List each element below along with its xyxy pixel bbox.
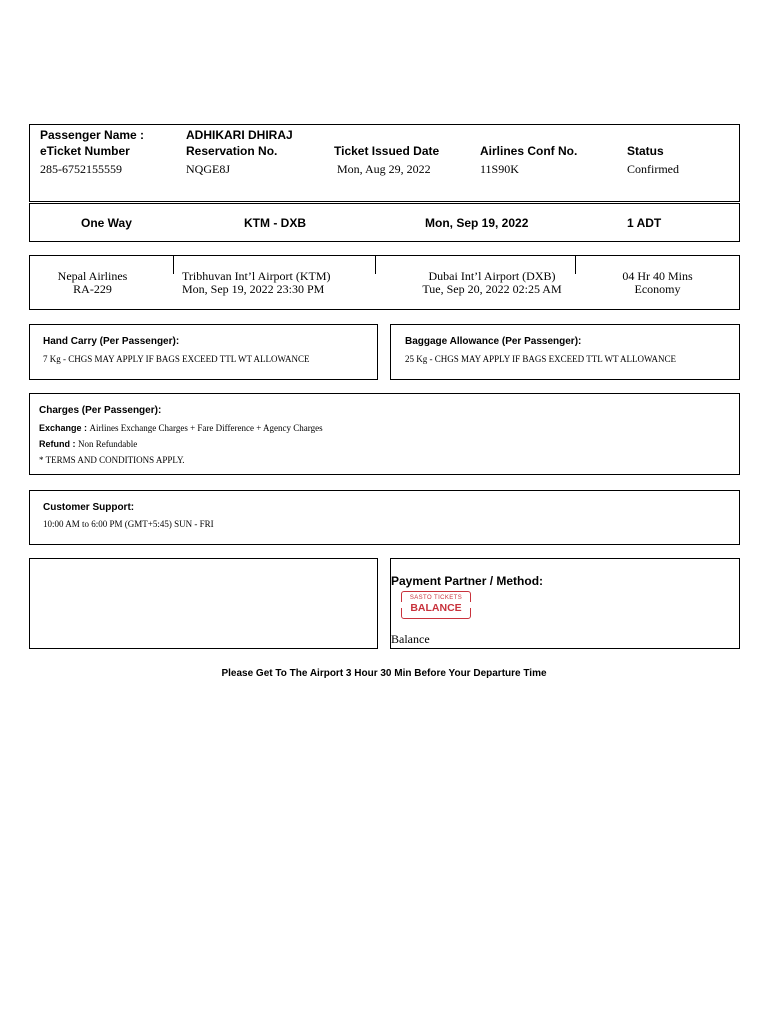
arrival-airport: Dubai Int’l Airport (DXB)	[428, 269, 556, 283]
passenger-info-box	[29, 124, 740, 202]
trip-summary-box	[29, 203, 740, 242]
reservation-label: Reservation No.	[186, 144, 278, 158]
reservation-value: NQGE8J	[186, 162, 230, 176]
cabin-class: Economy	[634, 282, 681, 296]
support-hours: 10:00 AM to 6:00 PM (GMT+5:45) SUN - FRI	[43, 519, 214, 529]
exchange-value: Airlines Exchange Charges + Fare Difference + Agency Charges	[89, 423, 323, 433]
charges-title: Charges (Per Passenger):	[39, 405, 162, 416]
logo-notch-left	[400, 602, 404, 608]
exchange-label: Exchange :	[39, 423, 88, 433]
airline-conf-label: Airlines Conf No.	[480, 144, 578, 158]
flight-airline-cell	[30, 270, 155, 296]
passenger-name-label: Passenger Name :	[40, 128, 145, 142]
logo-line2: BALANCE	[410, 602, 462, 614]
baggage-text: 25 Kg - CHGS MAY APPLY IF BAGS EXCEED TTL WT ALLOWANCE	[405, 354, 677, 364]
refund-value: Non Refundable	[78, 439, 138, 449]
issued-date-value: Mon, Aug 29, 2022	[337, 162, 431, 176]
support-title: Customer Support:	[43, 502, 135, 513]
flight-duration: 04 Hr 40 Mins	[622, 269, 693, 283]
logo-line1: SASTO TICKETS	[409, 595, 463, 601]
logo-notch-right	[468, 602, 472, 608]
flight-arrival-cell	[392, 270, 592, 296]
arrival-time: Tue, Sep 20, 2022 02:25 AM	[422, 282, 562, 296]
departure-time: Mon, Sep 19, 2022 23:30 PM	[182, 282, 325, 296]
eticket-label: eTicket Number	[40, 144, 130, 158]
flight-duration-cell	[600, 270, 715, 296]
terms-text: * TERMS AND CONDITIONS APPLY.	[39, 455, 185, 465]
payment-title: Payment Partner / Method:	[391, 574, 544, 588]
trip-date: Mon, Sep 19, 2022	[425, 216, 529, 230]
refund-label: Refund :	[39, 439, 76, 449]
trip-route: KTM - DXB	[244, 216, 306, 230]
flight-details-box	[29, 255, 740, 310]
departure-airport: Tribhuvan Int’l Airport (KTM)	[182, 269, 331, 283]
baggage-allowance-box	[390, 324, 740, 380]
hand-carry-title: Hand Carry (Per Passenger):	[43, 336, 180, 347]
status-label: Status	[627, 144, 664, 158]
blank-box	[29, 558, 378, 649]
trip-pax: 1 ADT	[627, 216, 662, 230]
airline-name: Nepal Airlines	[57, 269, 128, 283]
eticket-value: 285-6752155559	[40, 162, 122, 176]
refund-line	[39, 439, 137, 449]
passenger-name-value: ADHIKARI DHIRAJ	[186, 128, 293, 142]
status-value: Confirmed	[627, 162, 679, 176]
column-divider	[173, 256, 174, 274]
trip-type: One Way	[81, 216, 132, 230]
customer-support-box	[29, 490, 740, 545]
payment-box	[390, 558, 740, 649]
airline-conf-value: 11S90K	[480, 162, 519, 176]
airport-arrival-note: Please Get To The Airport 3 Hour 30 Min Before Your Departure Time	[221, 668, 547, 679]
hand-carry-box	[29, 324, 378, 380]
payment-method: Balance	[391, 632, 430, 646]
exchange-line	[39, 423, 323, 433]
flight-number: RA-229	[73, 282, 112, 296]
sasto-tickets-balance-logo	[401, 591, 471, 619]
baggage-title: Baggage Allowance (Per Passenger):	[405, 336, 582, 347]
hand-carry-text: 7 Kg - CHGS MAY APPLY IF BAGS EXCEED TTL WT ALLOWANCE	[43, 354, 310, 364]
charges-box	[29, 393, 740, 475]
issued-date-label: Ticket Issued Date	[334, 144, 440, 158]
flight-departure-cell	[176, 270, 382, 296]
